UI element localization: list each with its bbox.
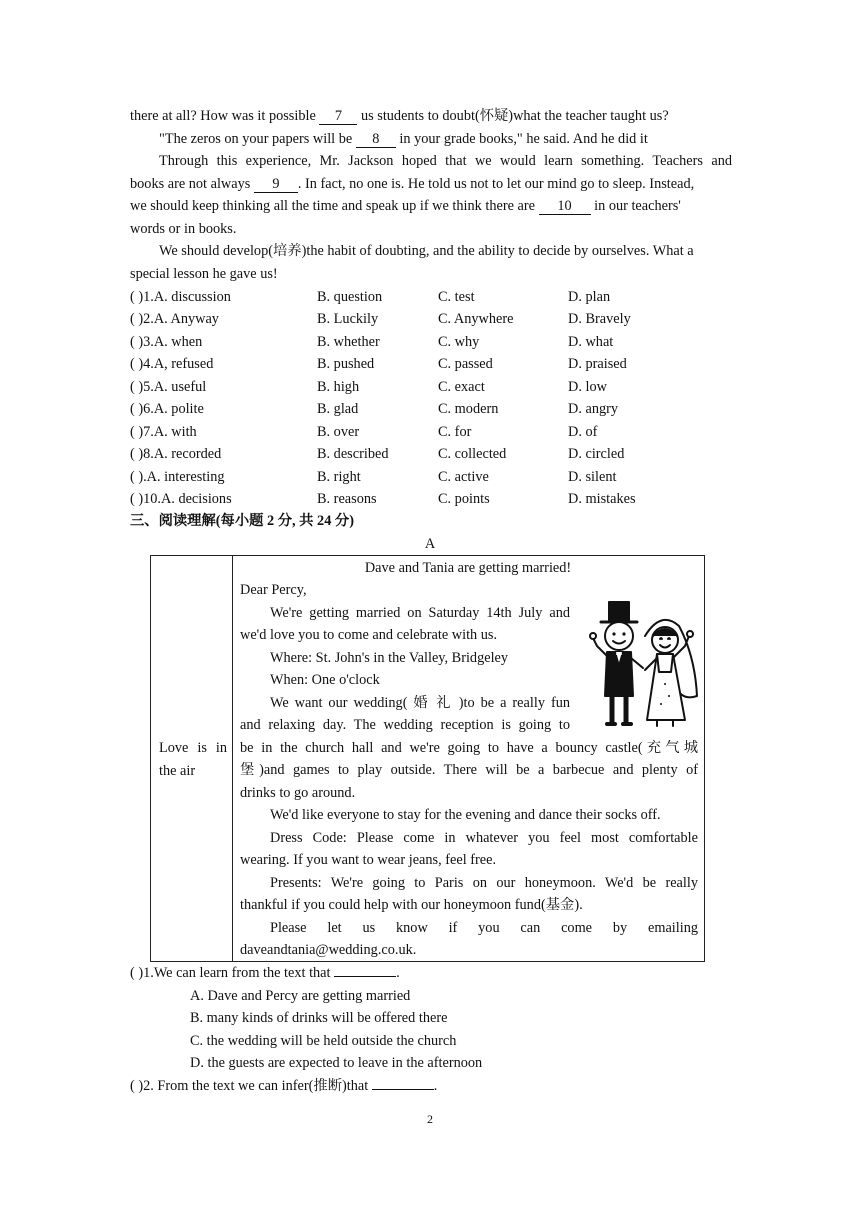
when: When: One o'clock — [270, 672, 380, 688]
cloze-question-row — [130, 353, 730, 376]
text: in our teachers' — [590, 198, 681, 214]
question-option-a: ( )4.A, refused — [130, 356, 214, 373]
blank-9: 9 — [254, 176, 298, 193]
question-option-b: B. glad — [317, 401, 359, 418]
question-option-b: B. described — [317, 446, 389, 463]
question-option-d: D. of — [568, 423, 598, 440]
cloze-line-2 — [159, 128, 648, 151]
q2-stem: ( )2. From the text we can infer(推断)that — [130, 1078, 372, 1094]
question-option-c: C. modern — [438, 401, 499, 418]
question-option-d: D. silent — [568, 468, 617, 485]
p5b: thankful if you could help with our honeymoon fund(基金). — [240, 897, 583, 913]
p6b: daveandtania@wedding.co.uk. — [240, 942, 417, 958]
p6a: Please let us know if you can come by emailing — [270, 920, 698, 936]
question-option-a: ( )7.A. with — [130, 423, 197, 440]
passage-label: A — [424, 536, 436, 552]
p2b: and relaxing day. The wedding reception is going to — [240, 717, 570, 733]
question-option-a: ( )1.A. discussion — [130, 288, 231, 305]
text: we should keep thinking all the time and speak up if we think there are — [130, 198, 539, 214]
question-option-c: C. collected — [438, 446, 507, 463]
question-option-a: ( )6.A. polite — [130, 401, 204, 418]
question-option-b: B. pushed — [317, 356, 375, 373]
question-option-a: ( )8.A. recorded — [130, 446, 222, 463]
cloze-line-3: Through this experience, Mr. Jackson hoped that we would learn something. Teachers and — [159, 153, 732, 169]
question-option-a: ( )2.A. Anyway — [130, 311, 219, 328]
p2a: We want our wedding( 婚 礼 )to be a really fun — [270, 695, 570, 711]
text: "The zeros on your papers will be — [159, 131, 356, 147]
q1-option-d: D. the guests are expected to leave in the afternoon — [190, 1055, 483, 1071]
reading-q1 — [130, 962, 400, 985]
cloze-question-row — [130, 488, 730, 511]
question-option-c: C. active — [438, 468, 489, 485]
question-option-c: C. points — [438, 491, 490, 508]
question-option-b: B. reasons — [317, 491, 377, 508]
question-option-c: C. exact — [438, 378, 485, 395]
cloze-question-row — [130, 421, 730, 444]
question-option-d: D. circled — [568, 446, 625, 463]
question-option-b: B. Luckily — [317, 311, 379, 328]
question-option-c: C. passed — [438, 356, 493, 373]
cloze-line-1 — [130, 105, 669, 128]
answer-blank — [372, 1077, 434, 1090]
question-option-b: B. high — [317, 378, 360, 395]
cloze-question-row — [130, 286, 730, 309]
question-option-d: D. what — [568, 333, 614, 350]
blank-7: 7 — [319, 108, 357, 125]
text: . In fact, no one is. He told us not to let our mind go to sleep. Instead, — [297, 176, 695, 192]
q1-stem: ( )1.We can learn from the text that — [130, 965, 335, 981]
question-option-b: B. whether — [317, 333, 380, 350]
question-option-d: D. angry — [568, 401, 619, 418]
invitation-heading: Dave and Tania are getting married! — [364, 560, 572, 576]
p2c: be in the church hall and we're going to have a bouncy castle(充气城 — [240, 740, 698, 756]
p2e: drinks to go around. — [240, 785, 356, 801]
p5a: Presents: We're going to Paris on our honeymoon. We'd be really — [270, 875, 698, 891]
text: there at all? How was it possible — [130, 108, 320, 124]
reading-q2 — [130, 1075, 437, 1098]
greeting: Dear Percy, — [240, 582, 307, 598]
q1-option-a: A. Dave and Percy are getting married — [190, 988, 411, 1004]
table-divider — [232, 556, 233, 961]
text: in your grade books," he said. And he did it — [395, 131, 648, 147]
question-option-d: D. Bravely — [568, 311, 631, 328]
cloze-question-row — [130, 308, 730, 331]
cloze-question-row — [130, 466, 730, 489]
cloze-line-4 — [130, 173, 732, 196]
question-option-d: D. mistakes — [568, 491, 636, 508]
p1b: we'd love you to come and celebrate with us. — [240, 627, 498, 643]
question-option-b: B. question — [317, 288, 383, 305]
wedding-couple-illustration — [585, 596, 707, 736]
text: books are not always — [130, 176, 254, 192]
answer-blank — [334, 964, 396, 977]
blank-8: 8 — [356, 131, 396, 148]
cloze-question-row — [130, 376, 730, 399]
question-option-c: C. Anywhere — [438, 311, 514, 328]
cloze-line-6: words or in books. — [130, 221, 237, 237]
q1-option-c: C. the wedding will be held outside the church — [190, 1033, 457, 1049]
side-label: Love is in the air — [159, 740, 227, 779]
question-option-c: C. for — [438, 423, 472, 440]
question-option-c: C. test — [438, 288, 475, 305]
question-option-a: ( )5.A. useful — [130, 378, 207, 395]
q1-option-b: B. many kinds of drinks will be offered there — [190, 1010, 448, 1026]
invitation-table — [150, 555, 705, 962]
question-option-d: D. plan — [568, 288, 611, 305]
text: us students to doubt(怀疑)what the teacher taught us? — [357, 108, 669, 124]
question-option-a: ( ).A. interesting — [130, 468, 225, 485]
question-option-b: B. over — [317, 423, 360, 440]
cloze-line-5 — [130, 195, 681, 218]
question-option-c: C. why — [438, 333, 480, 350]
p4a: Dress Code: Please come in whatever you feel most comfortable — [270, 830, 698, 846]
question-option-d: D. low — [568, 378, 607, 395]
question-option-a: ( )10.A. decisions — [130, 491, 232, 508]
cloze-line-8: special lesson he gave us! — [130, 266, 278, 282]
cloze-question-row — [130, 443, 730, 466]
p2d: 堡)and games to play outside. There will be a barbecue and plenty of — [240, 762, 698, 778]
where: Where: St. John's in the Valley, Bridgeley — [270, 650, 509, 666]
question-option-a: ( )3.A. when — [130, 333, 203, 350]
cloze-line-7: We should develop(培养)the habit of doubting, and the ability to decide by ourselves. What a — [159, 243, 694, 259]
text: . — [396, 965, 400, 981]
p1a: We're getting married on Saturday 14th July and — [270, 605, 570, 621]
blank-10: 10 — [539, 198, 591, 215]
cloze-question-row — [130, 398, 730, 421]
page-number: 2 — [427, 1112, 433, 1126]
p3: We'd like everyone to stay for the evening and dance their socks off. — [270, 807, 661, 823]
p4b: wearing. If you want to wear jeans, feel free. — [240, 852, 497, 868]
text: . — [433, 1078, 438, 1094]
section-title: 三、阅读理解(每小题 2 分, 共 24 分) — [130, 513, 354, 529]
question-option-b: B. right — [317, 468, 361, 485]
question-option-d: D. praised — [568, 356, 627, 373]
cloze-question-row — [130, 331, 730, 354]
